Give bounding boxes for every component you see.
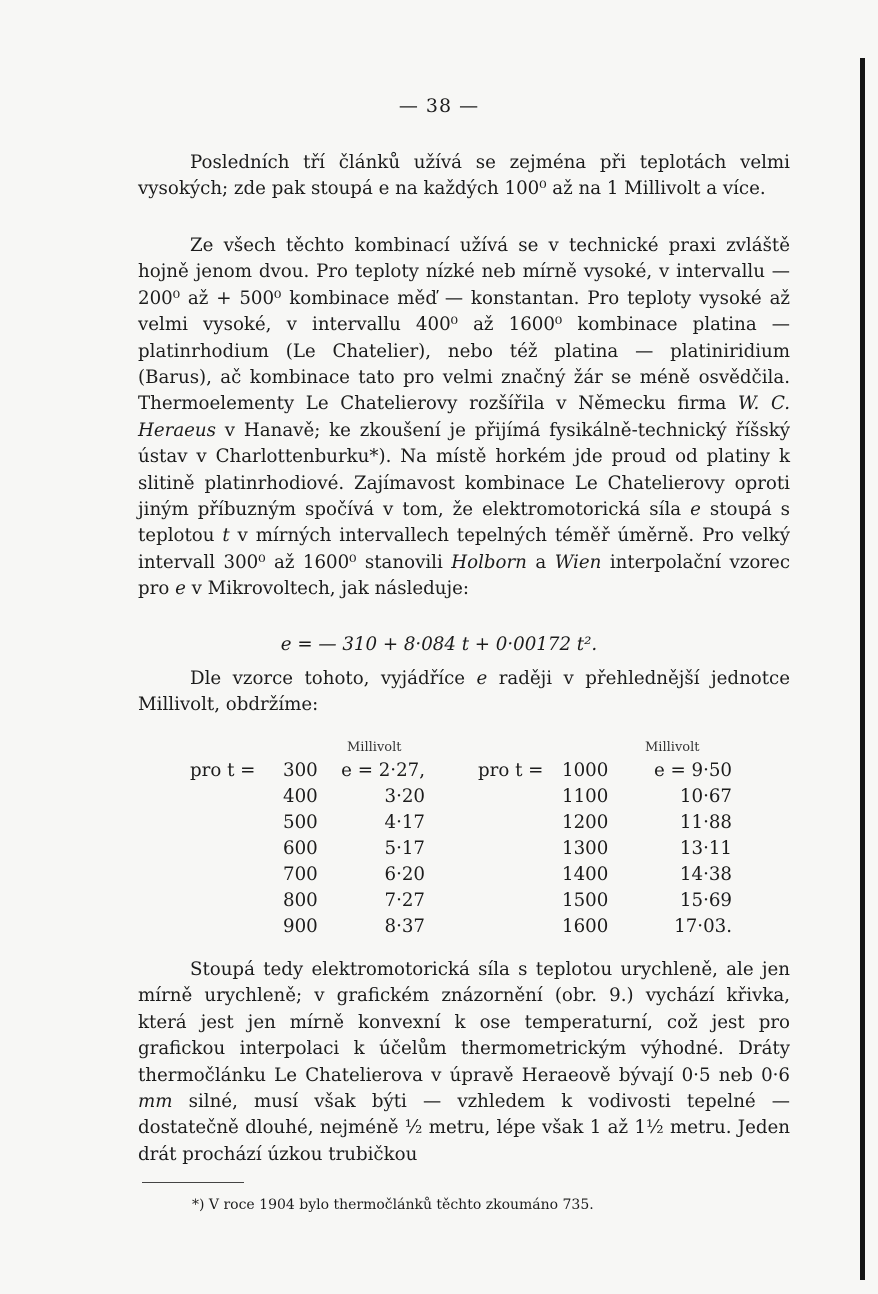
table-row: 600 5·17 1300 13·11 [283, 838, 732, 859]
paragraph-1: Posledních tří článků užívá se zejména při teplotách velmi vysokých; zde pak stoupá e na každých 100⁰ až na 1 Millivolt a více. [138, 152, 790, 200]
unit-mm: mm [138, 1091, 173, 1113]
table-row: 900 8·37 1600 17·03. [283, 916, 732, 937]
table-row: 700 6·20 1400 14·38 [283, 864, 732, 885]
page-number: — 38 — [398, 95, 480, 117]
table-row: 800 7·27 1500 15·69 [283, 890, 732, 911]
paragraph-3: Dle vzorce tohoto, vyjádříce e raději v přehlednější jednotce Millivolt, obdržíme: [138, 668, 790, 716]
interpolation-formula: e = — 310 + 8·084 t + 0·00172 t². [280, 634, 598, 655]
unit-header-right: Millivolt [645, 740, 700, 755]
table-row: 400 3·20 1100 10·67 [283, 786, 732, 807]
table-row: 500 4·17 1200 11·88 [283, 812, 732, 833]
author-holborn: Holborn [451, 551, 527, 573]
author-wien: Wien [554, 551, 602, 573]
book-spine-edge [860, 58, 865, 1280]
emf-table [0, 760, 878, 950]
firm-name: W. C. Heraeus [138, 393, 791, 441]
footnote: *) V roce 1904 bylo thermočlánků těchto zkoumáno 735. [192, 1197, 594, 1213]
paragraph-4: Stoupá tedy elektromotorická síla s teplotou urychleně, ale jen mírně urychleně; v grafickém znázornění (obr. 9.) vychází křivka, která jest jen mírně konvexní k ose temperaturní, což jest pro grafickou interpolaci k účelům thermometrickým výhodné. Dráty thermočlánku Le Chatelierova v úpravě Heraeově bývají 0·5 neb 0·6 mm silné, musí však býti — vzhledem k vodivosti tepelné — dostatečně dlouhé, nejméně ½ metru, lépe však 1 až 1½ metru. Jeden drát prochází úzkou trubičkou [138, 959, 790, 1165]
footnote-divider [142, 1182, 244, 1183]
paragraph-2: Ze všech těchto kombinací užívá se v technické praxi zvláště hojně jenom dvou. Pro teploty nízké neb mírně vysoké, v intervallu — 200⁰ až + 500⁰ kombinace měď — konstantan. Pro teploty vysoké až velmi vysoké, v intervallu 400⁰ až 1600⁰ kombinace platina — platinrhodium (Le Chatelier), nebo též platina — platiniridium (Barus), ač kombinace tato pro velmi značný žár se méně osvědčila. Thermoelementy Le Chatelierovy rozšířila v Německu firma W. C. Heraeus v Hanavě; ke zkoušení je přijímá fysikálně-technický říšský ústav v Charlottenburku*). Na místě horkém jde proud od platiny k slitině platinrhodiové. Zajímavost kombinace Le Chatelierovy oproti jiným příbuzným spočívá v tom, že elektromotorická síla e stoupá s teplotou t v mírných intervallech tepelných téměř úměrně. Pro velký intervall 300⁰ až 1600⁰ stanovili Holborn a Wien interpolační vzorec pro e v Mikrovoltech, jak následuje: [138, 235, 791, 600]
table-row: pro t = 300 e = 2·27, pro t = 1000 e = 9·50 [190, 760, 732, 781]
unit-header-left: Millivolt [347, 740, 402, 755]
